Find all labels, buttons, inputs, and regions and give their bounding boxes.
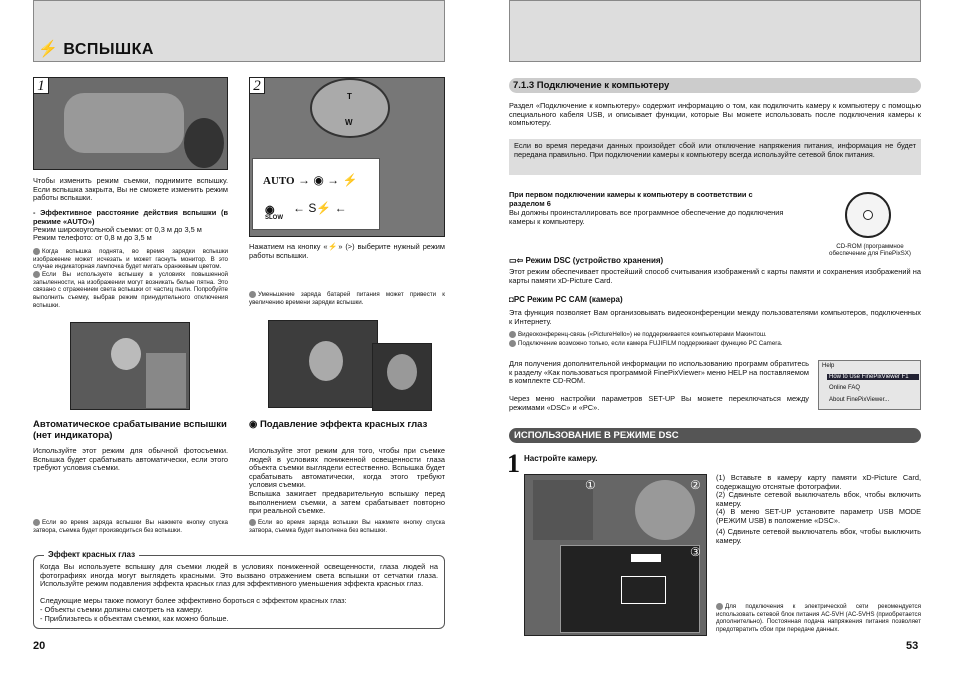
section-title: 7.1.3 Подключение к компьютеру bbox=[509, 78, 921, 93]
first-connect-title: При первом подключении камеры к компьютеру в соответствии с разделом 6 bbox=[509, 190, 753, 208]
pccam-text: Эта функция позволяет Вам организовывать видеоконференции между пользователями компьютеров, подключенных к Интернету. bbox=[509, 308, 921, 326]
eye-icon: ◉ bbox=[249, 419, 260, 430]
range-wide: Режим широкоугольной съемки: от 0,3 м до 3,5 м bbox=[33, 225, 202, 234]
page-number: 53 bbox=[906, 640, 919, 652]
help-menu-item[interactable]: How to Use FinePixViewer F1 bbox=[827, 374, 919, 380]
camera-photo-2: T W AUTO → ◉ → ⚡ ◉ SLOW ← S⚡ ← bbox=[249, 77, 445, 237]
redeye-title: ◉ Подавление эффекта красных глаз bbox=[249, 419, 428, 430]
note-icon bbox=[249, 519, 256, 526]
instruction-1: (1) Вставьте в камеру карту памяти xD-Picture Card, содержащую отснятые фотографии. bbox=[716, 473, 921, 491]
note-icon bbox=[509, 331, 516, 338]
flash-off-icon: ◉ bbox=[265, 204, 275, 216]
redeye-box-title: Эффект красных глаз bbox=[44, 550, 139, 559]
lcd-menu bbox=[560, 545, 700, 633]
redeye-photo-1 bbox=[268, 320, 378, 408]
pccam-note-2: Подключение возможно только, если камера FUJIFILM поддерживает функцию PC Camera. bbox=[509, 340, 921, 348]
dsc-text: Этот режим обеспечивает простейший способ считывания изображений с карты памяти и сохранения изображений на карты памяти xD-Picture Card. bbox=[509, 267, 921, 285]
intro-text: Раздел «Подключение к компьютеру» содержит информацию о том, как подключить камеру к компьютеру с помощью специального кабеля USB, и описывает функции, которые Вы можете использовать после подключения камеры к компьютеру. bbox=[509, 101, 921, 128]
note-icon bbox=[509, 340, 516, 347]
redeye-photo-2 bbox=[372, 343, 432, 411]
circle-1: ① bbox=[585, 478, 596, 492]
instruction-3: (4) В меню SET-UP установите параметр USB MODE (РЕЖИМ USB) в положение «DSC». bbox=[716, 507, 921, 525]
cdrom-caption: CD-ROM (программное обеспечение для FinePixSX) bbox=[829, 243, 911, 258]
left-header-bar bbox=[33, 0, 445, 62]
step-number: 1 bbox=[507, 449, 520, 478]
step2-text: Нажатием на кнопку «⚡» (>) выберите нужный режим работы вспышки. bbox=[249, 242, 445, 260]
help-menu bbox=[818, 360, 921, 410]
redeye-text: Используйте этот режим для того, чтобы при съемке людей в условиях пониженной освещенности глаза объекта съемки выглядели естественно. Вспышка будет срабатывать автоматически, когда этого требуют условия съемки. Вспышка зажигает предварительную вспышку перед выполнением съемки, а затем срабатывает повторно при реальной съемке. bbox=[249, 446, 445, 516]
step-number: 2 bbox=[249, 77, 265, 94]
circle-2: ② bbox=[690, 478, 701, 492]
flash-icon: ⚡ bbox=[38, 41, 59, 58]
redeye-box-line-1: Когда Вы используете вспышку для съемки людей в условиях пониженной освещенности, глаза людей на фотографиях иногда могут выглядеть красными. Это вызвано отражением света вспышки от сетчатки глаза. Используйте режим подавления эффекта красных глаз для эффективного уменьшения эффекта красных глаз. bbox=[40, 562, 438, 589]
cdrom-icon bbox=[845, 192, 891, 238]
auto-flash-photo bbox=[70, 322, 190, 410]
dsc-title: ▭⇦ Режим DSC (устройство хранения) bbox=[509, 256, 664, 265]
help-menu-item[interactable]: About FinePixViewer... bbox=[829, 397, 890, 403]
redeye-box bbox=[33, 550, 445, 629]
right-header-bar bbox=[509, 0, 921, 62]
note-icon bbox=[249, 291, 256, 298]
redeye-box-line-3: - Объекты съемки должны смотреть на камеру. bbox=[40, 605, 203, 614]
redeye-icon: → ◉ → ⚡ bbox=[298, 173, 358, 187]
first-connect-text: Вы должны проинсталлировать все программное обеспечение до подключения камеры к компьютеру. bbox=[509, 208, 784, 226]
dsc-icon: ▭⇦ bbox=[509, 256, 526, 265]
page-number: 20 bbox=[33, 640, 46, 652]
note-icon bbox=[33, 248, 40, 255]
note-1: Когда вспышка поднята, во время зарядки вспышки изображение может исчезать и может гаснуть монитор. В это случае индикаторная лампочка будет мигать оранжевым цветом. bbox=[33, 248, 228, 271]
dsc-usage-bar: ИСПОЛЬЗОВАНИЕ В РЕЖИМЕ DSC bbox=[509, 428, 921, 443]
page-title: ВСПЫШКА bbox=[63, 41, 154, 58]
flash-mode-diagram: AUTO → ◉ → ⚡ ◉ SLOW ← S⚡ ← bbox=[252, 158, 380, 230]
step2-note: Уменьшение заряда батарей питания может привести к увеличению времени зарядки вспышки. bbox=[249, 291, 445, 306]
note-icon bbox=[716, 603, 723, 610]
range-title: - Эффективное расстояние действия вспышки (в режиме «AUTO») bbox=[33, 208, 228, 226]
camera-photo-1 bbox=[33, 77, 228, 170]
warning-box: Если во время передачи данных произойдет сбой или отключение напряжения питания, информация не будет передана правильно. При подключении камеры к компьютеру всегда используйте сетевой блок питания. bbox=[509, 139, 921, 175]
redeye-box-line-4: - Приблизьтесь к объектам съемки, как можно больше. bbox=[40, 614, 229, 623]
camera-icon: ◘PC bbox=[509, 295, 528, 304]
circle-3: ③ bbox=[690, 545, 701, 559]
note-icon bbox=[33, 519, 40, 526]
instruction-2: (2) Сдвиньте сетевой выключатель вбок, чтобы включить камеру. bbox=[716, 490, 921, 508]
pccam-note-1: Видеоконференц-связь («PictureHello») не поддерживается компьютерами Макинтош. bbox=[509, 331, 921, 339]
pccam-title: ◘PC Режим PC CAM (камера) bbox=[509, 295, 623, 304]
help-menu-title[interactable]: Help bbox=[822, 363, 835, 369]
note-icon bbox=[33, 271, 40, 278]
redeye-note: Если во время заряда вспышки Вы нажмете кнопку спуска затвора, съемка будет выполнена без вспышки. bbox=[249, 519, 445, 534]
more-info-text: Для получения дополнительной информации по использованию программ обратитесь к разделу «Как пользоваться программой FinePixViewer» меню HELP на поставляемом в комплекте CD-ROM. bbox=[509, 359, 809, 386]
redeye-box-line-2: Следующие меры также помогут более эффективно бороться с эффектом красных глаз: bbox=[40, 596, 347, 605]
camera-setup-photo bbox=[524, 474, 707, 636]
step-number: 1 bbox=[33, 77, 49, 94]
slow-sync-icon: ← S⚡ ← bbox=[293, 201, 347, 215]
step1-text: Чтобы изменить режим съемки, поднимите вспышку. Если вспышка закрыта, Вы не сможете изменить режим работы вспышки. bbox=[33, 176, 228, 203]
setup-text: Через меню настройки параметров SET-UP Вы можете переключаться между режимами «DSC» и «PC». bbox=[509, 394, 809, 412]
step1-title: Настройте камеру. bbox=[524, 454, 598, 463]
auto-title: Автоматическое срабатывание вспышки (нет индикатора) bbox=[33, 419, 227, 441]
auto-note: Если во время заряда вспышки Вы нажмете кнопку спуска затвора, съемка будет производиться без вспышки. bbox=[33, 519, 228, 534]
help-menu-item[interactable]: Online FAQ bbox=[829, 385, 861, 391]
power-note: Для подключения к электрической сети рекомендуется использовать сетевой блок питания AC-5VH (AC-5VHS (приобретается дополнительно). Постоянная подача напряжения питания позволяет предотвратить сбои при передаче данных. bbox=[716, 603, 921, 633]
note-2: Если Вы используете вспышку в условиях повышенной запыленности, на изображении могут возникать белые пятна. Это связано с отражением света вспышки от частиц пыли. Попробуйте выполнить съемку, выбрав режим принудительного отключения вспышки. bbox=[33, 271, 228, 309]
auto-text: Используйте этот режим для обычной фотосъемки. Вспышка будет срабатывать автоматически, если этого требуют условия съемки. bbox=[33, 446, 228, 473]
instruction-4: (4) Сдвиньте сетевой выключатель вбок, чтобы выключить камеру. bbox=[716, 527, 921, 545]
range-tele: Режим телефото: от 0,8 м до 3,5 м bbox=[33, 233, 152, 242]
